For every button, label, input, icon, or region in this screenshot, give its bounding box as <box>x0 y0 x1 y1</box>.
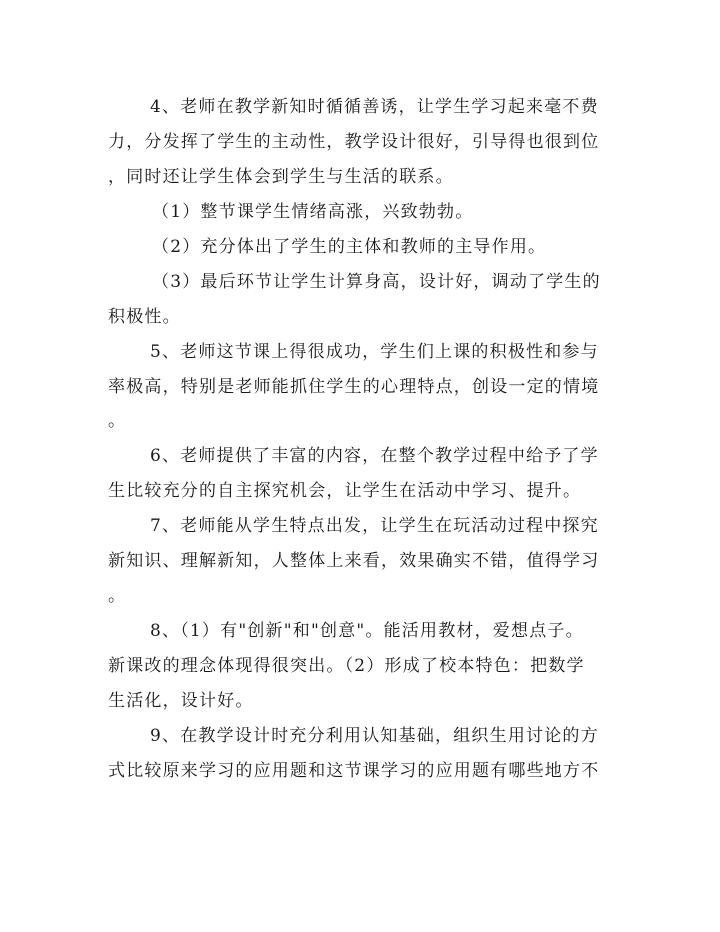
text-line: （2）充分体出了学生的主体和教师的主导作用。 <box>152 237 547 257</box>
text-line: 力，分发挥了学生的主动性，教学设计很好，引导得也很到位 <box>108 132 600 152</box>
text-line: 6、老师提供了丰富的内容，在整个教学过程中给予了学 <box>150 446 599 466</box>
text-line: 积极性。 <box>108 307 181 327</box>
text-line: （1）整节课学生情绪高涨，兴致勃勃。 <box>152 202 474 222</box>
text-line: 4、老师在教学新知时循循善诱，让学生学习起来毫不费 <box>150 97 599 117</box>
text-line: 生比较充分的自主探究机会，让学生在活动中学习、提升。 <box>108 481 582 501</box>
text-line: 式比较原来学习的应用题和这节课学习的应用题有哪些地方不 <box>108 761 600 781</box>
text-line: 。 <box>108 411 127 431</box>
text-line: （3）最后环节让学生计算身高，设计好，调动了学生的 <box>152 272 601 292</box>
text-line: 8、（1）有"创新"和"创意"。能活用教材，爱想点子。 <box>150 621 584 641</box>
text-line: 新课改的理念体现得很突出。（2）形成了校本特色：把数学 <box>108 656 585 676</box>
text-line: 。 <box>108 586 127 606</box>
text-line: 7、老师能从学生特点出发，让学生在玩活动过程中探究 <box>150 516 599 536</box>
text-line: 新知识、理解新知，人整体上来看，效果确实不错，值得学习 <box>108 551 600 571</box>
text-line: 9、在教学设计时充分利用认知基础，组织生用讨论的方 <box>150 726 599 746</box>
text-line: ，同时还让学生体会到学生与生活的联系。 <box>108 167 454 187</box>
text-line: 率极高，特别是老师能抓住学生的心理特点，创设一定的情境 <box>108 377 600 397</box>
text-line: 生活化，设计好。 <box>108 691 254 711</box>
text-line: 5、老师这节课上得很成功，学生们上课的积极性和参与 <box>150 342 599 362</box>
